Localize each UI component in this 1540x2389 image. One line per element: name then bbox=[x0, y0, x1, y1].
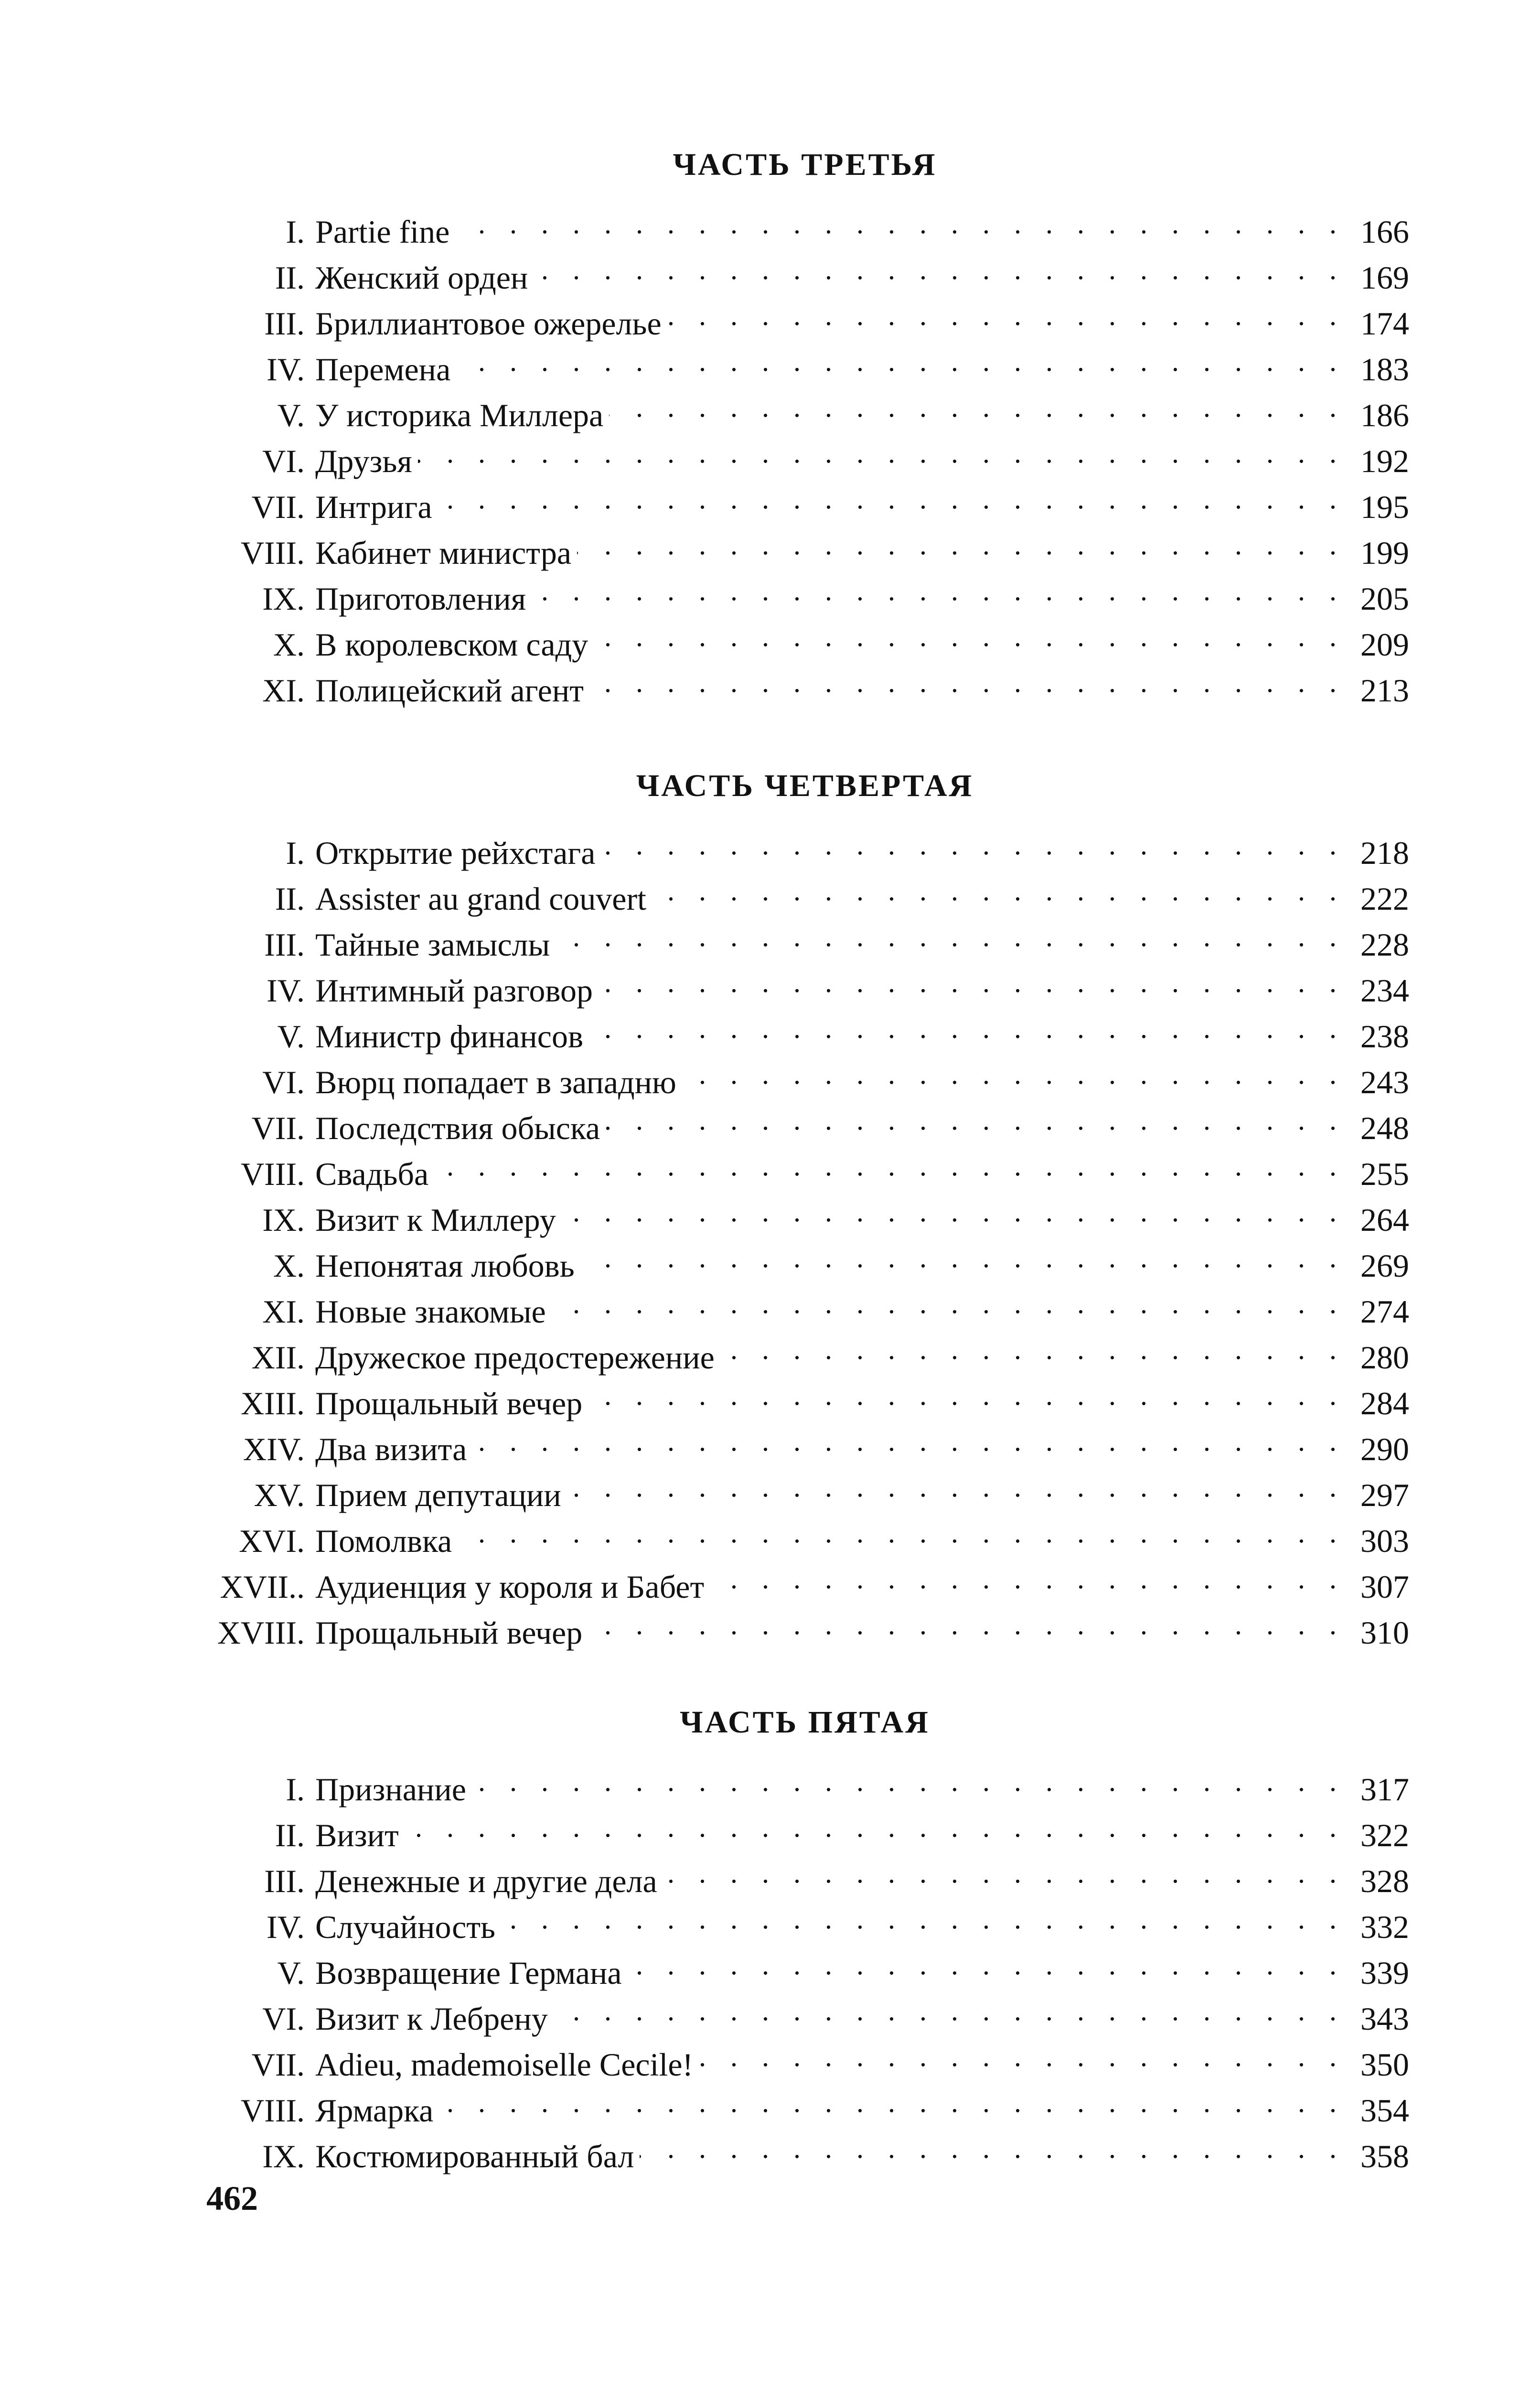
chapter-page: 290 bbox=[1360, 1431, 1409, 1467]
chapter-title: Друзья bbox=[315, 443, 412, 479]
chapter-title: Новые знакомые bbox=[315, 1293, 546, 1330]
chapter-title: Аудиенция у короля и Бабет bbox=[315, 1569, 705, 1605]
dot-leader bbox=[594, 623, 1345, 656]
chapter-page: 228 bbox=[1360, 926, 1409, 963]
toc-entry bbox=[201, 1951, 1409, 1997]
chapter-number: X. bbox=[273, 626, 305, 663]
chapter-title: Приготовления bbox=[315, 581, 526, 617]
toc-entry bbox=[201, 923, 1409, 969]
dot-leader bbox=[552, 1290, 1345, 1323]
toc-entry bbox=[201, 1519, 1409, 1565]
chapter-number: IX. bbox=[262, 1202, 305, 1238]
toc-entry bbox=[201, 623, 1409, 669]
chapter-number: VIII. bbox=[240, 2092, 305, 2129]
chapter-number: IX. bbox=[262, 2138, 305, 2174]
chapter-page: 195 bbox=[1360, 489, 1409, 525]
chapter-page: 307 bbox=[1360, 1569, 1409, 1605]
chapter-page: 166 bbox=[1360, 214, 1409, 250]
chapter-page: 354 bbox=[1360, 2092, 1409, 2129]
chapter-number: II. bbox=[275, 1817, 305, 1853]
chapter-number: IV. bbox=[267, 351, 305, 387]
chapter-title: Случайность bbox=[315, 1909, 496, 1945]
chapter-number: XVIII. bbox=[217, 1614, 305, 1651]
entry-list bbox=[201, 1768, 1409, 2181]
chapter-number: I. bbox=[286, 835, 305, 871]
chapter-title: Вюрц попадает в западню bbox=[315, 1064, 676, 1100]
chapter-page: 209 bbox=[1360, 626, 1409, 663]
chapter-title: Прощальный вечер bbox=[315, 1385, 583, 1421]
chapter-page: 284 bbox=[1360, 1385, 1409, 1421]
part-title: ЧАСТЬ ТРЕТЬЯ bbox=[673, 147, 937, 182]
chapter-page: 358 bbox=[1360, 2138, 1409, 2174]
chapter-number: IV. bbox=[267, 972, 305, 1009]
toc-entry bbox=[201, 1474, 1409, 1519]
dot-leader bbox=[455, 210, 1345, 243]
chapter-number: III. bbox=[264, 305, 305, 342]
dot-leader bbox=[472, 1428, 1345, 1460]
dot-leader bbox=[588, 1382, 1345, 1414]
dot-leader bbox=[589, 669, 1345, 701]
dot-leader bbox=[562, 1198, 1345, 1231]
toc-entry bbox=[201, 1290, 1409, 1336]
chapter-title: Полицейский агент bbox=[315, 672, 584, 709]
chapter-number: I. bbox=[286, 214, 305, 250]
dot-leader bbox=[438, 485, 1345, 518]
chapter-page: 186 bbox=[1360, 397, 1409, 433]
dot-leader bbox=[472, 1768, 1345, 1800]
chapter-title: Визит к Миллеру bbox=[315, 1202, 556, 1238]
chapter-number: IX. bbox=[262, 581, 305, 617]
dot-leader bbox=[682, 1061, 1345, 1093]
chapter-page: 328 bbox=[1360, 1863, 1409, 1899]
chapter-title: В королевском саду bbox=[315, 626, 588, 663]
chapter-page: 264 bbox=[1360, 1202, 1409, 1238]
dot-leader bbox=[588, 1611, 1345, 1644]
toc-entry bbox=[201, 1565, 1409, 1611]
chapter-title: Перемена bbox=[315, 351, 451, 387]
chapter-title: Дружеское предостережение bbox=[315, 1339, 715, 1376]
toc-entry bbox=[201, 1152, 1409, 1198]
chapter-number: XVI. bbox=[239, 1523, 305, 1559]
chapter-number: VII. bbox=[251, 2046, 305, 2083]
toc-entry bbox=[201, 1244, 1409, 1290]
chapter-page: 332 bbox=[1360, 1909, 1409, 1945]
toc-entry bbox=[201, 440, 1409, 485]
dot-leader bbox=[599, 969, 1345, 1001]
chapter-title: Помолвка bbox=[315, 1523, 452, 1559]
chapter-page: 174 bbox=[1360, 305, 1409, 342]
chapter-page: 238 bbox=[1360, 1018, 1409, 1055]
chapter-page: 310 bbox=[1360, 1614, 1409, 1651]
chapter-page: 317 bbox=[1360, 1771, 1409, 1808]
dot-leader bbox=[532, 577, 1345, 610]
toc-entry bbox=[201, 877, 1409, 923]
dot-leader bbox=[580, 1244, 1345, 1277]
chapter-page: 205 bbox=[1360, 581, 1409, 617]
toc-entry bbox=[201, 577, 1409, 623]
dot-leader bbox=[663, 1860, 1345, 1892]
chapter-title: Assister au grand couvert bbox=[315, 881, 647, 917]
dot-leader bbox=[710, 1565, 1345, 1598]
dot-leader bbox=[556, 923, 1345, 956]
chapter-page: 303 bbox=[1360, 1523, 1409, 1559]
dot-leader bbox=[439, 2089, 1345, 2121]
chapter-title: Открытие рейхстага bbox=[315, 835, 596, 871]
chapter-title: Partie fine bbox=[315, 214, 450, 250]
chapter-number: VII. bbox=[251, 1110, 305, 1146]
dot-leader bbox=[667, 302, 1345, 334]
chapter-title: Тайные замыслы bbox=[315, 926, 550, 963]
dot-leader bbox=[609, 394, 1345, 426]
chapter-page: 234 bbox=[1360, 972, 1409, 1009]
chapter-page: 280 bbox=[1360, 1339, 1409, 1376]
chapter-title: Непонятая любовь bbox=[315, 1248, 575, 1284]
toc-entry bbox=[201, 210, 1409, 256]
chapter-title: Интрига bbox=[315, 489, 432, 525]
chapter-number: I. bbox=[286, 1771, 305, 1808]
chapter-page: 297 bbox=[1360, 1477, 1409, 1513]
chapter-title: Визит bbox=[315, 1817, 399, 1853]
chapter-number: VIII. bbox=[240, 535, 305, 571]
chapter-title: Прощальный вечер bbox=[315, 1614, 583, 1651]
chapter-number: III. bbox=[264, 926, 305, 963]
chapter-number: XV. bbox=[254, 1477, 305, 1513]
toc-entry bbox=[201, 1814, 1409, 1860]
toc-entry bbox=[201, 969, 1409, 1015]
part-section bbox=[201, 139, 1409, 715]
dot-leader bbox=[434, 1152, 1345, 1185]
toc-entry bbox=[201, 1015, 1409, 1061]
dot-leader bbox=[699, 2043, 1345, 2076]
chapter-title: Женский орден bbox=[315, 259, 528, 296]
part-section bbox=[201, 760, 1409, 1657]
chapter-title: Последствия обыска bbox=[315, 1110, 600, 1146]
chapter-page: 339 bbox=[1360, 1955, 1409, 1991]
chapter-number: V. bbox=[277, 1018, 305, 1055]
chapter-page: 183 bbox=[1360, 351, 1409, 387]
page-number: 462 bbox=[206, 2179, 258, 2217]
toc-entry bbox=[201, 1611, 1409, 1657]
chapter-number: II. bbox=[275, 259, 305, 296]
toc-entry bbox=[201, 1428, 1409, 1474]
dot-leader bbox=[601, 831, 1345, 864]
toc-entry bbox=[201, 302, 1409, 348]
dot-leader bbox=[652, 877, 1345, 910]
chapter-page: 222 bbox=[1360, 881, 1409, 917]
chapter-title: У историка Миллера bbox=[315, 397, 604, 433]
chapter-page: 213 bbox=[1360, 672, 1409, 709]
toc-entry bbox=[201, 256, 1409, 302]
dot-leader bbox=[501, 1905, 1345, 1938]
chapter-title: Костюмированный бал bbox=[315, 2138, 634, 2174]
toc-entry bbox=[201, 669, 1409, 715]
chapter-number: X. bbox=[273, 1248, 305, 1284]
chapter-page: 269 bbox=[1360, 1248, 1409, 1284]
dot-leader bbox=[720, 1336, 1345, 1368]
chapter-number: XIII. bbox=[240, 1385, 305, 1421]
dot-leader bbox=[567, 1474, 1345, 1506]
chapter-title: Министр финансов bbox=[315, 1018, 584, 1055]
dot-leader bbox=[418, 440, 1345, 472]
dot-leader bbox=[577, 531, 1345, 564]
chapter-page: 169 bbox=[1360, 259, 1409, 296]
chapter-title: Adieu, mademoiselle Cecile! bbox=[315, 2046, 694, 2083]
chapter-number: XIV. bbox=[243, 1431, 305, 1467]
chapter-page: 274 bbox=[1360, 1293, 1409, 1330]
part-title: ЧАСТЬ ЧЕТВЕРТАЯ bbox=[636, 768, 974, 803]
chapter-number: XI. bbox=[262, 672, 305, 709]
chapter-number: VI. bbox=[262, 443, 305, 479]
toc-entry bbox=[201, 1860, 1409, 1905]
toc-entry bbox=[201, 531, 1409, 577]
part-title: ЧАСТЬ ПЯТАЯ bbox=[680, 1705, 930, 1740]
chapter-title: Возвращение Германа bbox=[315, 1955, 622, 1991]
chapter-number: VI. bbox=[262, 1064, 305, 1100]
chapter-number: V. bbox=[277, 1955, 305, 1991]
chapter-number: VII. bbox=[251, 489, 305, 525]
toc-entry bbox=[201, 2043, 1409, 2089]
toc-entry bbox=[201, 1997, 1409, 2043]
chapter-title: Два визита bbox=[315, 1431, 467, 1467]
toc-entry bbox=[201, 485, 1409, 531]
chapter-page: 199 bbox=[1360, 535, 1409, 571]
toc-entry bbox=[201, 831, 1409, 877]
chapter-title: Визит к Лебрену bbox=[315, 2001, 548, 2037]
toc-entry bbox=[201, 1382, 1409, 1428]
dot-leader bbox=[456, 348, 1345, 380]
chapter-number: XII. bbox=[251, 1339, 305, 1376]
chapter-title: Интимный разговор bbox=[315, 972, 593, 1009]
chapter-number: V. bbox=[277, 397, 305, 433]
chapter-title: Признание bbox=[315, 1771, 466, 1808]
toc-entry bbox=[201, 1198, 1409, 1244]
entry-list bbox=[201, 210, 1409, 715]
chapter-number: VI. bbox=[262, 2001, 305, 2037]
chapter-number: IV. bbox=[267, 1909, 305, 1945]
chapter-page: 255 bbox=[1360, 1156, 1409, 1192]
chapter-title: Ярмарка bbox=[315, 2092, 434, 2129]
chapter-page: 248 bbox=[1360, 1110, 1409, 1146]
chapter-page: 218 bbox=[1360, 835, 1409, 871]
toc-entry bbox=[201, 1905, 1409, 1951]
dot-leader bbox=[606, 1107, 1345, 1139]
chapter-title: Денежные и другие дела bbox=[315, 1863, 657, 1899]
entry-list bbox=[201, 831, 1409, 1657]
chapter-number: VIII. bbox=[240, 1156, 305, 1192]
dot-leader bbox=[458, 1519, 1345, 1552]
chapter-number: III. bbox=[264, 1863, 305, 1899]
chapter-title: Свадьба bbox=[315, 1156, 429, 1192]
part-section bbox=[201, 1696, 1409, 2181]
chapter-title: Кабинет министра bbox=[315, 535, 572, 571]
toc-entry bbox=[201, 1107, 1409, 1152]
dot-leader bbox=[405, 1814, 1345, 1846]
toc-entry bbox=[201, 2089, 1409, 2135]
dot-leader bbox=[628, 1951, 1345, 1984]
chapter-page: 350 bbox=[1360, 2046, 1409, 2083]
chapter-title: Бриллиантовое ожерелье bbox=[315, 305, 662, 342]
toc-entry bbox=[201, 2135, 1409, 2181]
toc-entry bbox=[201, 1336, 1409, 1382]
toc-entry bbox=[201, 1061, 1409, 1107]
chapter-number: XVII.. bbox=[220, 1569, 305, 1605]
dot-leader bbox=[640, 2135, 1345, 2167]
dot-leader bbox=[534, 256, 1345, 289]
chapter-page: 322 bbox=[1360, 1817, 1409, 1853]
chapter-title: Прием депутации bbox=[315, 1477, 561, 1513]
dot-leader bbox=[589, 1015, 1345, 1047]
chapter-number: XI. bbox=[262, 1293, 305, 1330]
toc-entry bbox=[201, 1768, 1409, 1814]
chapter-page: 243 bbox=[1360, 1064, 1409, 1100]
toc-entry bbox=[201, 394, 1409, 440]
chapter-number: II. bbox=[275, 881, 305, 917]
chapter-page: 192 bbox=[1360, 443, 1409, 479]
toc-entry bbox=[201, 348, 1409, 394]
chapter-page: 343 bbox=[1360, 2001, 1409, 2037]
dot-leader bbox=[554, 1997, 1345, 2030]
